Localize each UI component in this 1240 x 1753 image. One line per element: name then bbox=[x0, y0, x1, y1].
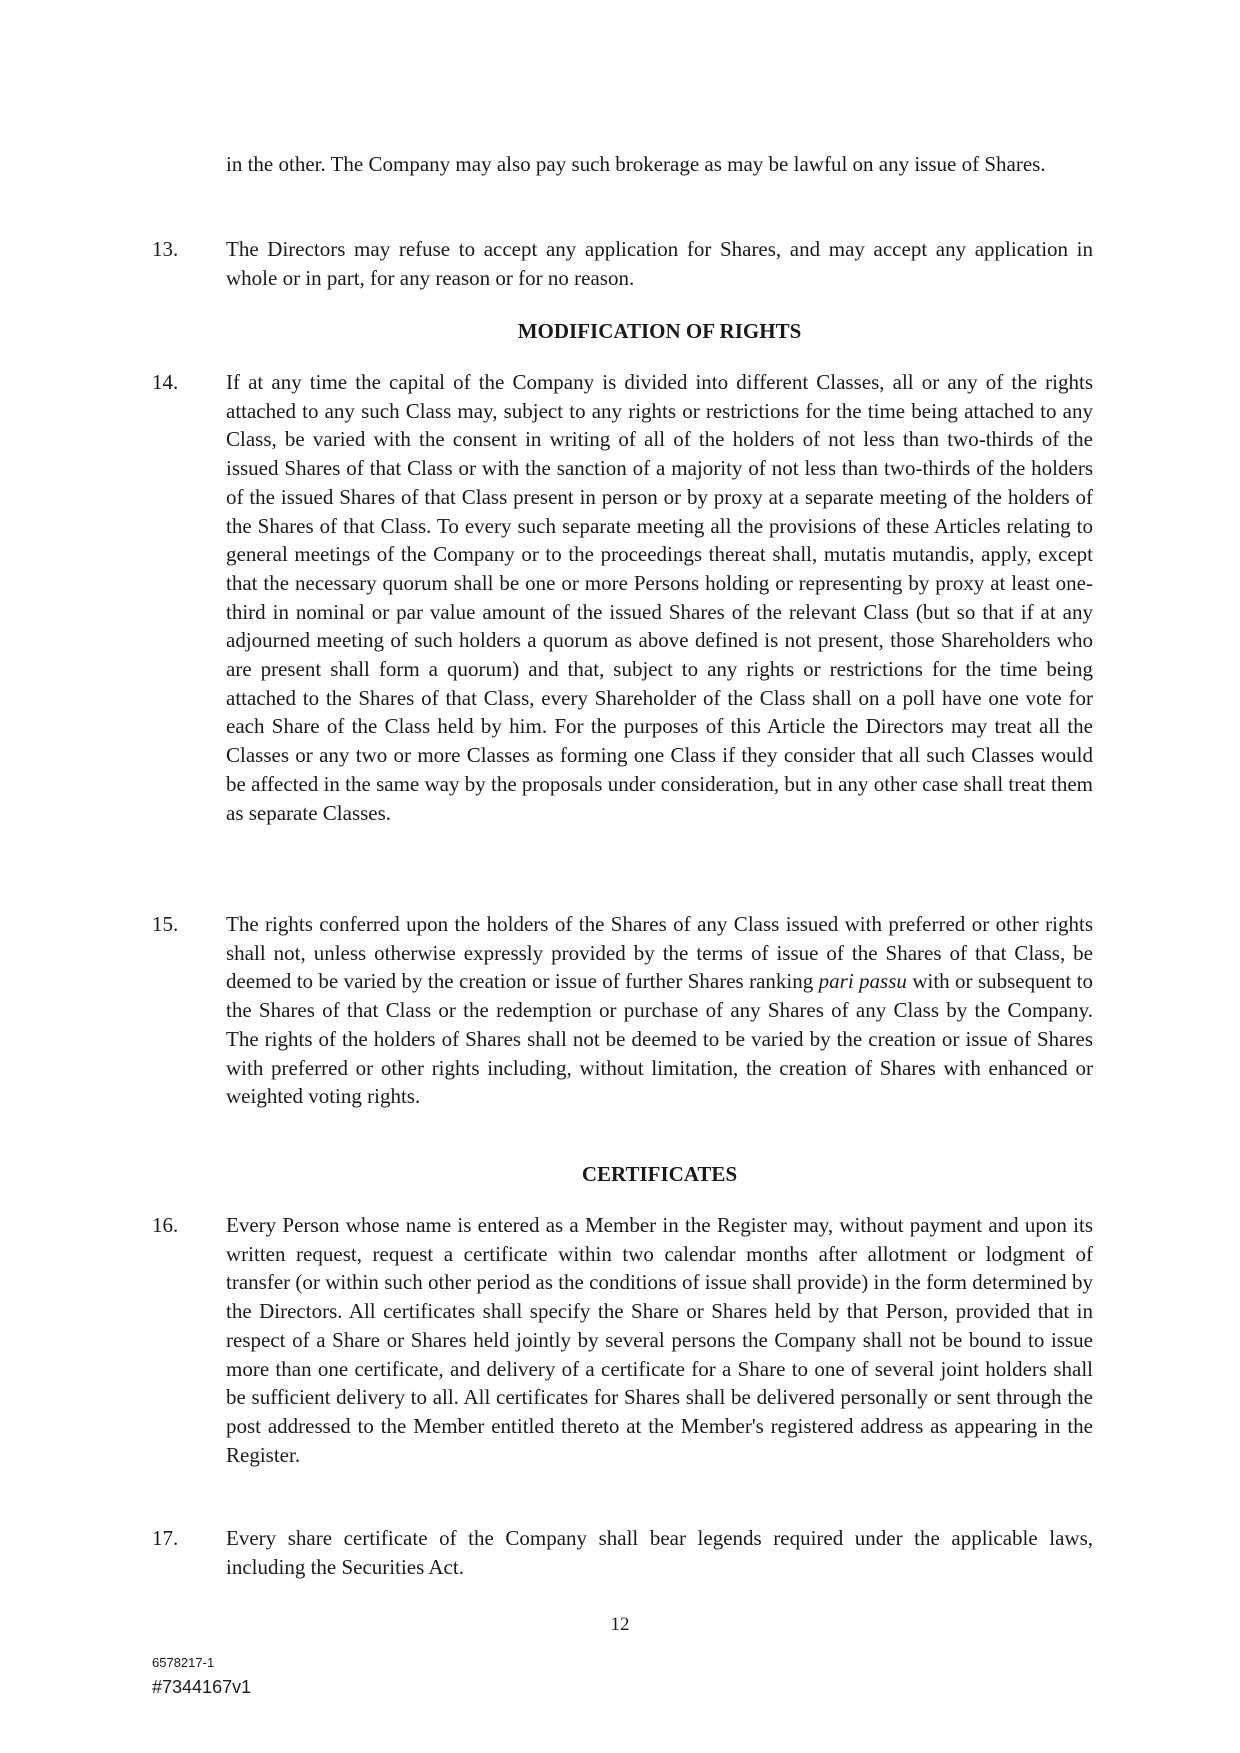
document-id: 6578217-1 bbox=[152, 1655, 215, 1670]
article-16-text: Every Person whose name is entered as a Member in the Register may, without payment and upon its written request, request a certificate within two calendar months after allotment or lodgment of transfer (or within such other period as the conditions of issue shall provide) in the form determined by the Directors. All certificates shall specify the Share or Shares held by that Person, provided that in respect of a Share or Shares held jointly by several persons the Company shall not be bound to issue more than one certificate, and delivery of a certificate for a Share to one of several joint holders shall be sufficient delivery to all. All certificates for Shares shall be delivered personally or sent through the post addressed to the Member entitled thereto at the Member's registered address as appearing in the Register. bbox=[226, 1213, 1093, 1467]
article-15-text bbox=[226, 910, 1093, 1111]
article-13-text: The Directors may refuse to accept any application for Shares, and may accept any application in whole or in part, for any reason or for no reason. bbox=[226, 237, 1093, 290]
article-15-italic-phrase: pari passu bbox=[818, 969, 907, 994]
continuation-paragraph: in the other. The Company may also pay such brokerage as may be lawful on any issue of Shares. bbox=[226, 152, 1046, 176]
article-15-text-after: with or subsequent to the Shares of that Class or the redemption or purchase of any Shares of any Class by the Company. The rights of the holders of Shares shall not be deemed to be varied by the creation or issue of Shares with preferred or other rights including, without limitation, the creation of Shares with enhanced or weighted voting rights. bbox=[226, 969, 1094, 1109]
document-version: #7344167v1 bbox=[152, 1677, 252, 1697]
page-number: 12 bbox=[610, 1614, 630, 1635]
article-14-text: If at any time the capital of the Company is divided into different Classes, all or any of the rights attached to any such Class may, subject to any rights or restrictions for the time being attached to any Class, be varied with the consent in writing of all of the holders of not less than two-thirds of the issued Shares of that Class or with the sanction of a majority of not less than two-thirds of the holders of the issued Shares of that Class present in person or by proxy at a separate meeting of the holders of the Shares of that Class. To every such separate meeting all the provisions of these Articles relating to general meetings of the Company or to the proceedings thereat shall, mutatis mutandis, apply, except that the necessary quorum shall be one or more Persons holding or representing by proxy at least one-third in nominal or par value amount of the issued Shares of the relevant Class (but so that if at any adjourned meeting of such holders a quorum as above defined is not present, those Shareholders who are present shall form a quorum) and that, subject to any rights or restrictions for the time being attached to the Shares of that Class, every Shareholder of the Class shall on a poll have one vote for each Share of the Class held by him. For the purposes of this Article the Directors may treat all the Classes or any two or more Classes as forming one Class if they consider that all such Classes would be affected in the same way by the proposals under consideration, but in any other case shall treat them as separate Classes. bbox=[226, 370, 1093, 825]
article-15-text-before: The rights conferred upon the holders of the Shares of any Class issued with preferred or other rights shall not, unless otherwise expressly provided by the terms of issue of the Shares of that Class, be deemed to be varied by the creation or issue of further Shares ranking bbox=[226, 912, 1093, 994]
article-17-text: Every share certificate of the Company shall bear legends required under the applicable laws, including the Securities Act. bbox=[226, 1526, 1093, 1579]
heading-certificates: CERTIFICATES bbox=[581, 1162, 738, 1186]
article-15-number: 15. bbox=[152, 912, 179, 936]
article-13-number: 13. bbox=[152, 237, 179, 261]
article-17-number: 17. bbox=[152, 1526, 179, 1550]
article-14-number: 14. bbox=[152, 370, 179, 394]
heading-modification-of-rights: MODIFICATION OF RIGHTS bbox=[517, 319, 802, 343]
article-16-number: 16. bbox=[152, 1213, 179, 1237]
